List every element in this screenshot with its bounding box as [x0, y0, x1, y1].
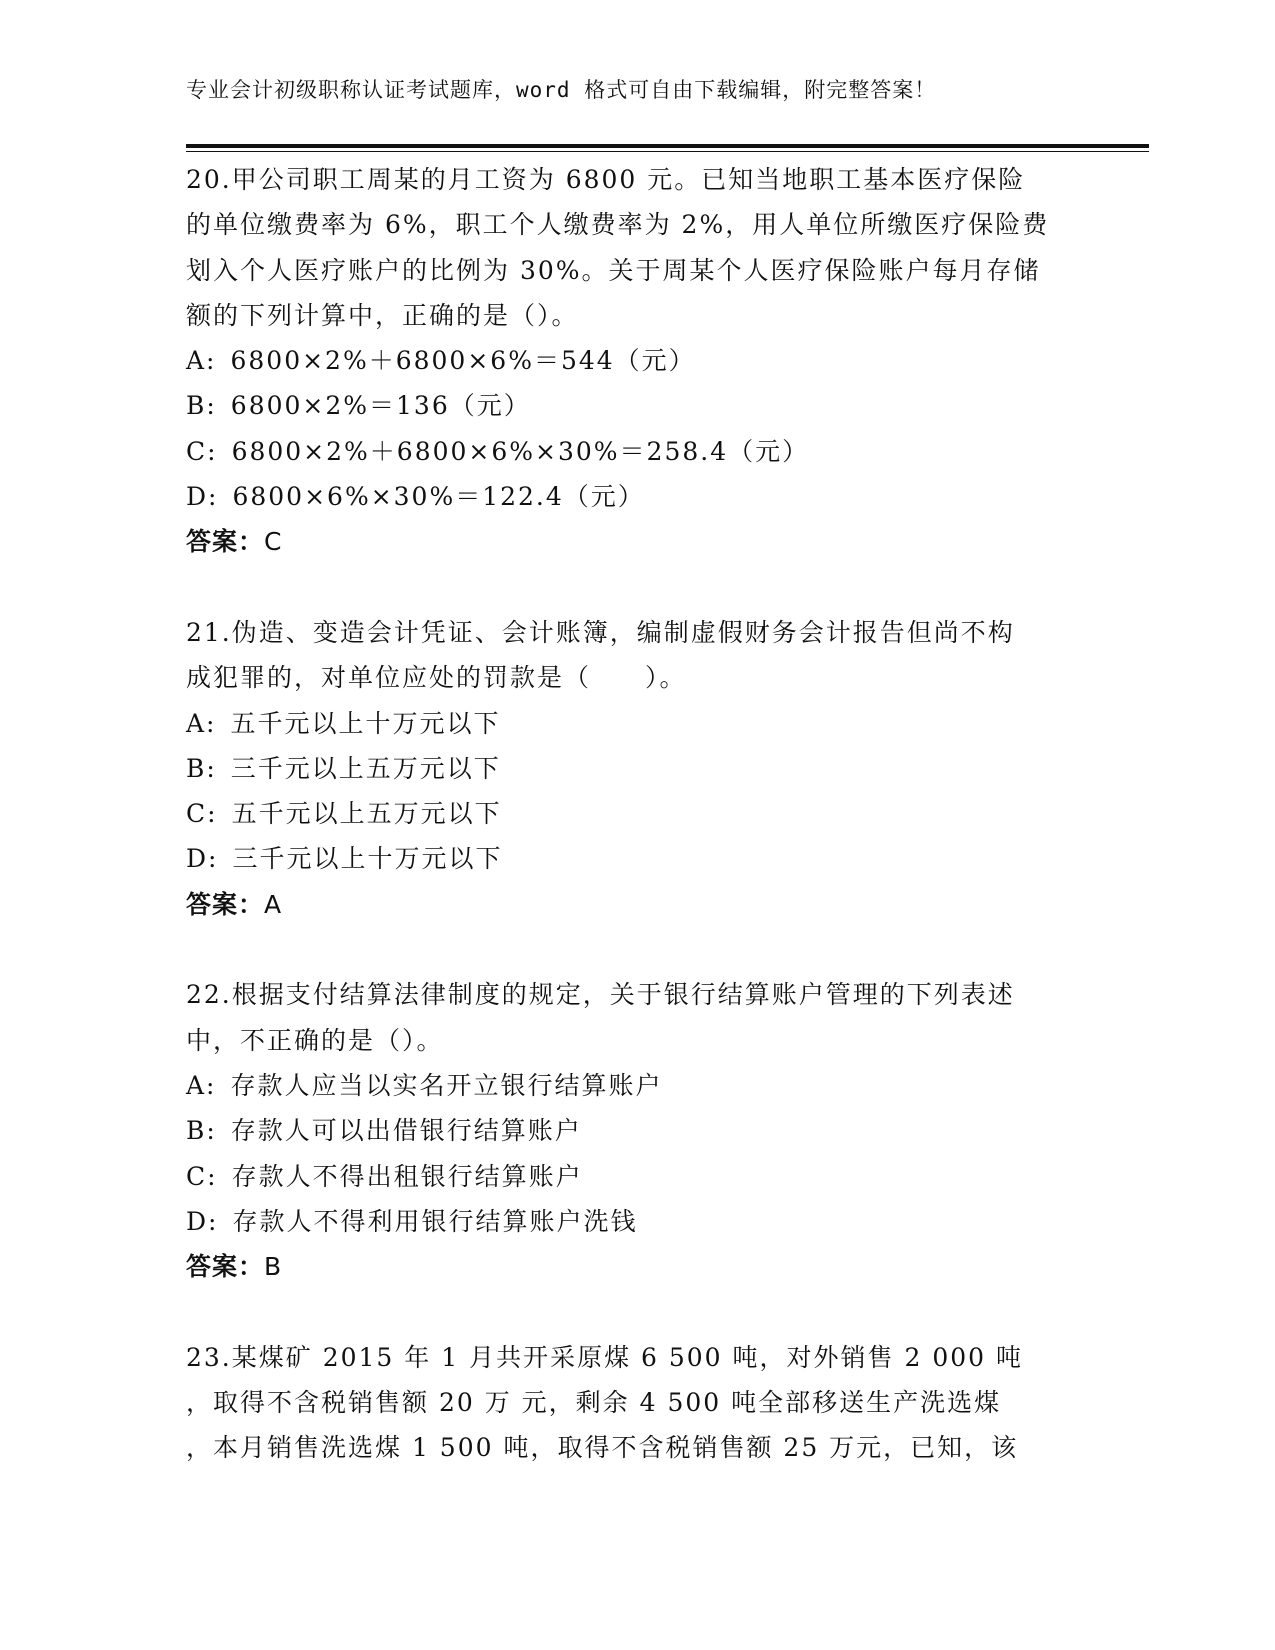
option-b — [186, 383, 1086, 428]
option-text: 6800×2%＋6800×6%＝544（元） — [230, 346, 696, 376]
answer-line — [186, 519, 1086, 564]
answer-value: A — [264, 889, 283, 919]
option-a — [186, 338, 1086, 383]
option-key: C: — [186, 1161, 218, 1191]
option-text: 存款人应当以实名开立银行结算账户 — [230, 1070, 663, 1100]
option-b — [186, 1108, 1086, 1153]
option-text: 存款人不得利用银行结算账户洗钱 — [232, 1206, 638, 1236]
answer-label: 答案： — [186, 1252, 265, 1282]
option-text: 三千元以上五万元以下 — [230, 753, 501, 783]
option-text: 存款人可以出借银行结算账户 — [230, 1116, 582, 1146]
question-text-line: 22.根据支付结算法律制度的规定，关于银行结算账户管理的下列表述 — [186, 980, 1015, 1010]
header-rule-thick — [186, 144, 1149, 148]
question-spacer — [186, 1289, 1086, 1334]
question-text-line: 成犯罪的，对单位应处的罚款是（ ）。 — [186, 663, 687, 693]
page-header: 专业会计初级职称认证考试题库，word 格式可自由下载编辑，附完整答案！ — [186, 78, 937, 102]
option-key: A: — [186, 346, 217, 376]
answer-value: C — [264, 527, 283, 557]
question-text-line: ，取得不含税销售额 20 万 元，剩余 4 500 吨全部移送生产洗选煤 — [186, 1388, 1002, 1418]
option-key: C: — [186, 436, 218, 466]
header-rule-thin — [186, 151, 1149, 152]
option-text: 6800×2%＝136（元） — [230, 391, 531, 421]
option-key: B: — [186, 391, 217, 421]
answer-line — [186, 1244, 1086, 1289]
option-a — [186, 701, 1086, 746]
answer-value: B — [264, 1252, 283, 1282]
answer-label: 答案： — [186, 889, 265, 919]
option-a — [186, 1063, 1086, 1108]
option-b — [186, 746, 1086, 791]
option-key: A: — [186, 708, 217, 738]
option-key: D: — [186, 482, 219, 512]
option-text: 五千元以上十万元以下 — [230, 708, 501, 738]
option-key: B: — [186, 753, 217, 783]
question-text-line: 中，不正确的是（）。 — [186, 1025, 444, 1055]
answer-line — [186, 882, 1086, 927]
question-spacer — [186, 565, 1086, 610]
question-text-line: ，本月销售洗选煤 1 500 吨，取得不含税销售额 25 万元，已知，该 — [186, 1433, 1019, 1463]
question-23 — [186, 1335, 1086, 1471]
question-text-line: 额的下列计算中，正确的是（）。 — [186, 300, 579, 330]
option-d — [186, 1199, 1086, 1244]
question-text-line: 的单位缴费率为 6%，职工个人缴费率为 2%，用人单位所缴医疗保险费 — [186, 210, 1050, 240]
option-key: B: — [186, 1116, 217, 1146]
question-22 — [186, 972, 1086, 1289]
question-text-line: 20.甲公司职工周某的月工资为 6800 元。已知当地职工基本医疗保险 — [186, 165, 1026, 194]
option-text: 三千元以上十万元以下 — [232, 844, 503, 874]
question-list — [186, 157, 1086, 1471]
option-c — [186, 791, 1086, 836]
option-c — [186, 1154, 1086, 1199]
option-text: 6800×2%＋6800×6%×30%＝258.4（元） — [231, 436, 810, 466]
option-key: C: — [186, 799, 218, 829]
answer-label: 答案： — [186, 527, 265, 557]
option-d — [186, 474, 1086, 519]
option-text: 存款人不得出租银行结算账户 — [231, 1161, 583, 1191]
question-text-line: 21.伪造、变造会计凭证、会计账簿，编制虚假财务会计报告但尚不构 — [186, 617, 1015, 647]
option-key: D: — [186, 844, 219, 874]
question-21 — [186, 610, 1086, 927]
question-spacer — [186, 927, 1086, 972]
option-text: 6800×6%×30%＝122.4（元） — [232, 482, 645, 512]
option-key: A: — [186, 1070, 217, 1100]
question-20 — [186, 157, 1086, 565]
option-text: 五千元以上五万元以下 — [231, 799, 502, 829]
option-d — [186, 836, 1086, 881]
option-key: D: — [186, 1206, 219, 1236]
question-text-line: 划入个人医疗账户的比例为 30%。关于周某个人医疗保险账户每月存储 — [186, 255, 1041, 285]
option-c — [186, 429, 1086, 474]
question-text-line: 23.某煤矿 2015 年 1 月共开采原煤 6 500 吨，对外销售 2 000 吨 — [186, 1342, 1024, 1372]
